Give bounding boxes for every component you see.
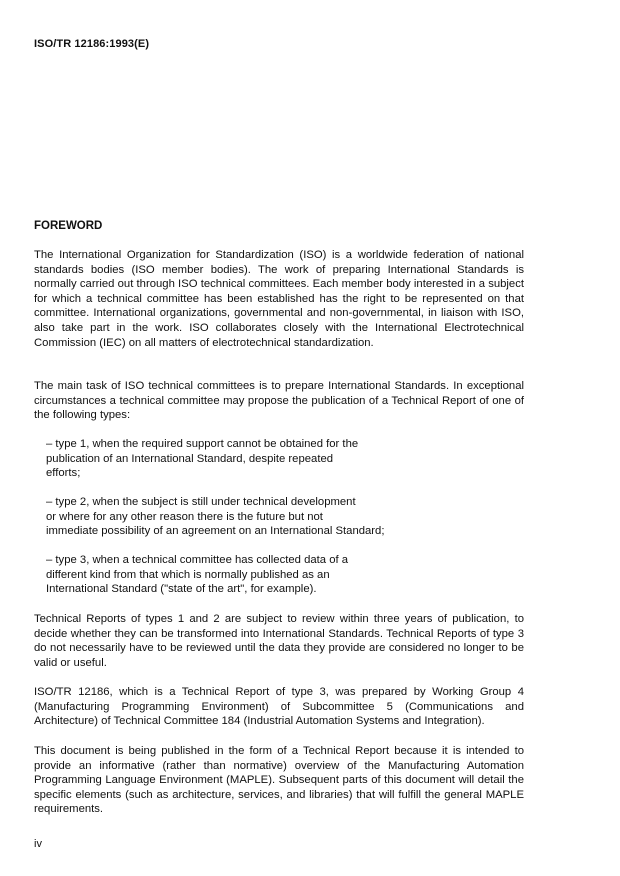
- foreword-paragraph-preparation: ISO/TR 12186, which is a Technical Report of type 3, was prepared by Working Group 4 (Manufacturing Programming Environment) of Subcommittee 5 (Communications and Architecture) of Technical Committee 184 (Industrial Automation Systems and Integration).: [34, 686, 524, 728]
- foreword-heading: FOREWORD: [34, 220, 103, 232]
- foreword-paragraph-review: Technical Reports of types 1 and 2 are subject to review within three years of publication, to decide whether they can be transformed into International Standards. Technical Reports of type 3 do not necessarily have to be reviewed until the data they provide are considered no longer to be valid or useful.: [34, 613, 524, 669]
- page-number: iv: [34, 838, 42, 850]
- type-1-list-item: – type 1, when the required support cannot be obtained for the publication of an International Standard, despite repeated efforts;: [46, 438, 359, 480]
- foreword-paragraph-publication-reason: This document is being published in the form of a Technical Report because it is intended to provide an informative (rather than normative) overview of the Manufacturing Automation Programming Language Environment (MAPLE). Subsequent parts of this document will detail the specific elements (such as architecture, services, and libraries) that will fulfill the general MAPLE requirements.: [34, 745, 524, 816]
- document-identifier: ISO/TR 12186:1993(E): [34, 38, 150, 50]
- foreword-paragraph-main-task: The main task of ISO technical committees is to prepare International Standards. In exceptional circumstances a technical committee may propose the publication of a Technical Report of one of the following types:: [34, 380, 524, 422]
- type-2-list-item: – type 2, when the subject is still under technical development or where for any other reason there is the future but not immediate possibility of an agreement on an International Standard;: [46, 496, 385, 538]
- type-3-list-item: – type 3, when a technical committee has collected data of a different kind from that which is normally published as an International Standard ("state of the art", for example).: [46, 554, 349, 596]
- foreword-paragraph-iso-intro: The International Organization for Standardization (ISO) is a worldwide federation of national standards bodies (ISO member bodies). The work of preparing International Standards is normally carried out through ISO technical committees. Each member body interested in a subject for which a technical committee has been established has the right to be represented on that committee. International organizations, governmental and non-governmental, in liaison with ISO, also take part in the work. ISO collaborates closely with the International Electrotechnical Commission (IEC) on all matters of electrotechnical standardization.: [34, 249, 524, 349]
